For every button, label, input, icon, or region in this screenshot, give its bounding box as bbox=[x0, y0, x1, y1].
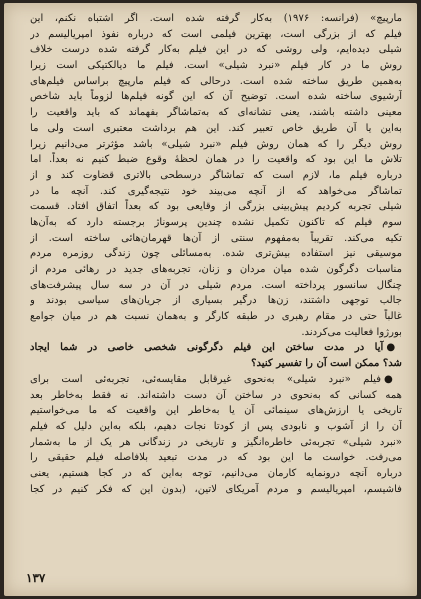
text-line: تلاش ما این بود که واقعیت را در همان لحظهٔ وقوع ضبط کنیم نه بعداً. اما bbox=[30, 154, 402, 166]
bullet-icon: ● bbox=[384, 373, 402, 385]
body-text bbox=[30, 11, 402, 497]
text-line: جالب توجهی داشتند، زن‌ها درگیر بسیاری از جریان‌های سیاسی بودند و bbox=[30, 295, 402, 307]
answer-text: فیلم «نبرد شیلی» به‌نحوی غیرقابل مقایسه‌ئی، تجربه‌ئی است برای bbox=[30, 373, 382, 385]
text-line: سوم فیلم که تاکنون تکمیل نشده چندین پرسوناژ برجسته دارد که به‌آن‌ها bbox=[30, 216, 402, 228]
book-page bbox=[4, 3, 417, 596]
text-line: شیلی دیده‌ایم، ولی روشی که در این فیلم به‌کار گرفته شده درست خلاف bbox=[30, 44, 402, 56]
text-line: بورژوا فعالیت می‌کردند. bbox=[301, 326, 402, 338]
text-line: به‌این یا آن طریق خاص تعبیر کند. این هم برداشت معتبری است ولی ما bbox=[30, 122, 402, 134]
question-line: شد؟ ممکن است آن را تفسیر کنید؟ bbox=[251, 358, 402, 370]
text-line: به‌همین طریق ساخته شده است. درحالی که فیلم مارپیچ براساس فیلم‌های bbox=[30, 75, 402, 87]
page-number: ۱۳۷ bbox=[26, 571, 46, 585]
text-line: موسیقی نیز استفاده بیش‌تری شده. به‌مسائلی چون زندگی روزمره مردم bbox=[30, 248, 402, 260]
text-line: فیلم که از بزرگی است، بهترین فیلمی است که درباره نفوذ امپریالیسم در bbox=[30, 28, 402, 40]
question-text: آیا در مدت ساختن این فیلم دگرگونی شخصی خاصی در شما ایجاد bbox=[30, 342, 384, 354]
answer-line bbox=[30, 372, 402, 388]
answer-line: درباره آنچه درونمایه کارمان می‌دانیم، توجه به‌این که در کجا هستیم، یعنی bbox=[30, 467, 402, 479]
text-line: درباره فیلم ما، لازم است که تماشاگر درسطحی بالاتری قضاوت کند و از bbox=[30, 169, 402, 181]
text-line: روش دیگر را که همان روش فیلم «نبرد شیلی» باشد مؤثرتر می‌دانیم زیرا bbox=[30, 138, 402, 150]
bullet-icon: ● bbox=[386, 342, 402, 354]
text-line: مارپیچ» (فرانسه: ۱۹۷۶) به‌کار گرفته شده است. اگر اشتباه نکنم، این bbox=[30, 13, 402, 24]
answer-line: فاشیسم، امپریالیسم و مردم آمریکای لاتین، (بدون این که فکر کنیم در کجا bbox=[30, 483, 402, 495]
text-line: آرشیوی ساخته شده است. توضیح آن که این گونه فیلم‌ها لزوماً باید شاخص bbox=[30, 91, 402, 103]
answer-line: آن را از آشوب و نابودی پس از کودتا نجات دهیم، بلکه به‌این دلیل که فیلم bbox=[30, 420, 402, 432]
text-line: تکیه می‌کند. تقریباً به‌مفهوم سنتی از آن‌ها قهرمان‌هائی ساخته است. از bbox=[30, 232, 402, 244]
answer-line: همه کسانی که به‌نحوی در ساختن آن دست داشته‌اند. نه فقط به‌خاطر بعد bbox=[30, 389, 402, 401]
text-line: معینی داشته باشند، یعنی تشانه‌ای که به‌تماشاگر بفهماند که باید واقعیت را bbox=[30, 107, 402, 119]
text-line: تماشاگر می‌خواهد که از آنچه می‌بیند خود نتیجه‌گیری کند. آنچه ما در bbox=[30, 185, 402, 197]
text-line: غالباً حتی در مقام رهبری در طبقه کارگر و به‌همان نسبت هم در میان جوامع bbox=[30, 311, 402, 323]
answer-line: «نبرد شیلی» تجربه‌ئی خاطره‌انگیز و تاریخی در زندگانی هر یک از ما به‌شمار bbox=[30, 436, 402, 448]
text-line: مناسبات دگرگون شده میان مردان و زنان، تجربه‌های جدید در رهائی مردم از bbox=[30, 264, 402, 275]
text-line: روش ما در کار فیلم «نبرد شیلی» است. فیلم ما دیالکتیکی است زیرا bbox=[30, 60, 402, 72]
answer-line: می‌رفت. خواست ما این بود که در مدت تبعید بلافاصله فیلم حقیقی را bbox=[30, 452, 402, 464]
text-line: چنگال سانسور پرداخته است. مردم شیلی در آن در سه سال پیشرفت‌های bbox=[30, 279, 402, 291]
text-line: شیلی تجربه کردیم پیش‌بینی بزرگی از وقایعی بود که بعداً اتفاق افتاد. قسمت bbox=[30, 201, 402, 213]
answer-line: تاریخی یا ارزش‌های سینمائی آن یا به‌خاطر این واقعیت که ما می‌خواستیم bbox=[30, 405, 402, 417]
question-line bbox=[30, 340, 402, 356]
